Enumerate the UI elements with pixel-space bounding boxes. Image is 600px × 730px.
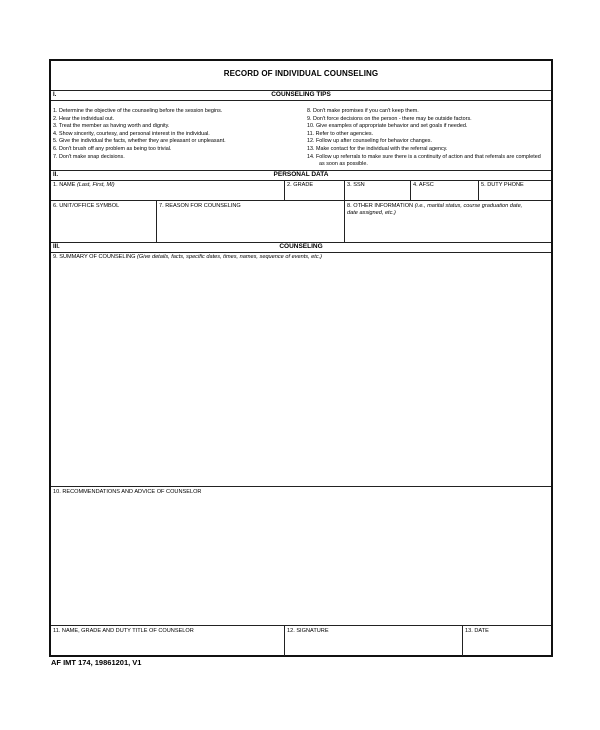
tip-item: 8. Don't make promises if you can't keep them. <box>307 108 419 114</box>
unit-office-field[interactable]: 6. UNIT/OFFICE SYMBOL <box>53 203 120 209</box>
reason-field[interactable]: 7. REASON FOR COUNSELING <box>159 203 241 209</box>
tip-item: 11. Refer to other agencies. <box>307 130 374 137</box>
section-3-number: III. <box>53 244 60 250</box>
section-1-title: COUNSELING TIPS <box>271 91 331 98</box>
divider <box>51 625 551 626</box>
name-field[interactable] <box>53 182 115 188</box>
tips-left-list <box>53 108 303 161</box>
tip-item: 4. Show sincerity, courtesy, and personal interest in the individual. <box>53 130 210 137</box>
other-info-label: 8. OTHER INFORMATION <box>347 203 414 209</box>
tip-item: 9. Don't force decisions on the person - there may be outside factors. <box>307 115 472 122</box>
cell-divider <box>462 625 463 656</box>
tip-item: 5. Give the individual the facts, whether they are pleasant or unpleasant. <box>53 138 226 145</box>
cell-divider <box>478 180 479 200</box>
tip-item: 13. Make contact for the individual with the referral agency. <box>307 145 448 152</box>
tip-item: 2. Hear the individual out. <box>53 115 115 122</box>
form-title: RECORD OF INDIVIDUAL COUNSELING <box>223 69 379 78</box>
cell-divider <box>284 180 285 200</box>
cell-divider <box>410 180 411 200</box>
duty-phone-field[interactable]: 5. DUTY PHONE <box>481 182 524 188</box>
afsc-field[interactable]: 4. AFSC <box>413 182 434 188</box>
cell-divider <box>284 625 285 656</box>
divider <box>51 180 551 181</box>
summary-label: 9. SUMMARY OF COUNSELING <box>53 254 136 260</box>
section-1-number: I. <box>53 92 57 98</box>
date-field[interactable]: 13. DATE <box>465 628 489 634</box>
divider <box>51 486 551 487</box>
ssn-field[interactable]: 3. SSN <box>347 182 365 188</box>
recommendations-field[interactable]: 10. RECOMMENDATIONS AND ADVICE OF COUNSELOR <box>53 489 202 495</box>
tip-item: 6. Don't brush off any problem as being too trivial. <box>53 145 172 152</box>
section-2-title: PERSONAL DATA <box>273 171 329 178</box>
tip-item: 14. Follow up referrals to make sure there is a continuity of action and that referrals are completed as soon as possible. <box>307 153 541 168</box>
name-hint: (Last, First, MI) <box>76 182 115 188</box>
other-info-hint: (i.e., marital status, course graduation date, date assigned, etc.) <box>347 203 523 216</box>
tip-item: 10. Give examples of appropriate behavior and set goals if needed. <box>307 123 468 130</box>
counselor-field[interactable]: 11. NAME, GRADE AND DUTY TITLE OF COUNSELOR <box>53 628 194 634</box>
cell-divider <box>344 180 345 242</box>
other-info-field[interactable] <box>347 203 527 217</box>
cell-divider <box>156 200 157 242</box>
form-footer: AF IMT 174, 19861201, V1 <box>51 658 142 667</box>
tip-item: 12. Follow up after counseling for behavior changes. <box>307 138 432 145</box>
grade-field[interactable]: 2. GRADE <box>287 182 314 188</box>
section-3-title: COUNSELING <box>279 243 323 250</box>
tip-item: 1. Determine the objective of the counseling before the session begins. <box>53 108 223 114</box>
section-2-number: II. <box>53 172 59 178</box>
signature-field[interactable]: 12. SIGNATURE <box>287 628 329 634</box>
tips-right-list <box>307 108 543 169</box>
name-label: 1. NAME <box>53 182 76 188</box>
divider <box>51 252 551 253</box>
divider <box>51 200 551 201</box>
divider <box>51 100 551 101</box>
tip-item: 7. Don't make snap decisions. <box>53 153 125 160</box>
tip-item: 3. Treat the member as having worth and dignity. <box>53 123 170 130</box>
summary-hint: (Give details, facts, specific dates, times, names, sequence of events, etc.) <box>137 254 323 260</box>
summary-field[interactable] <box>53 254 322 260</box>
